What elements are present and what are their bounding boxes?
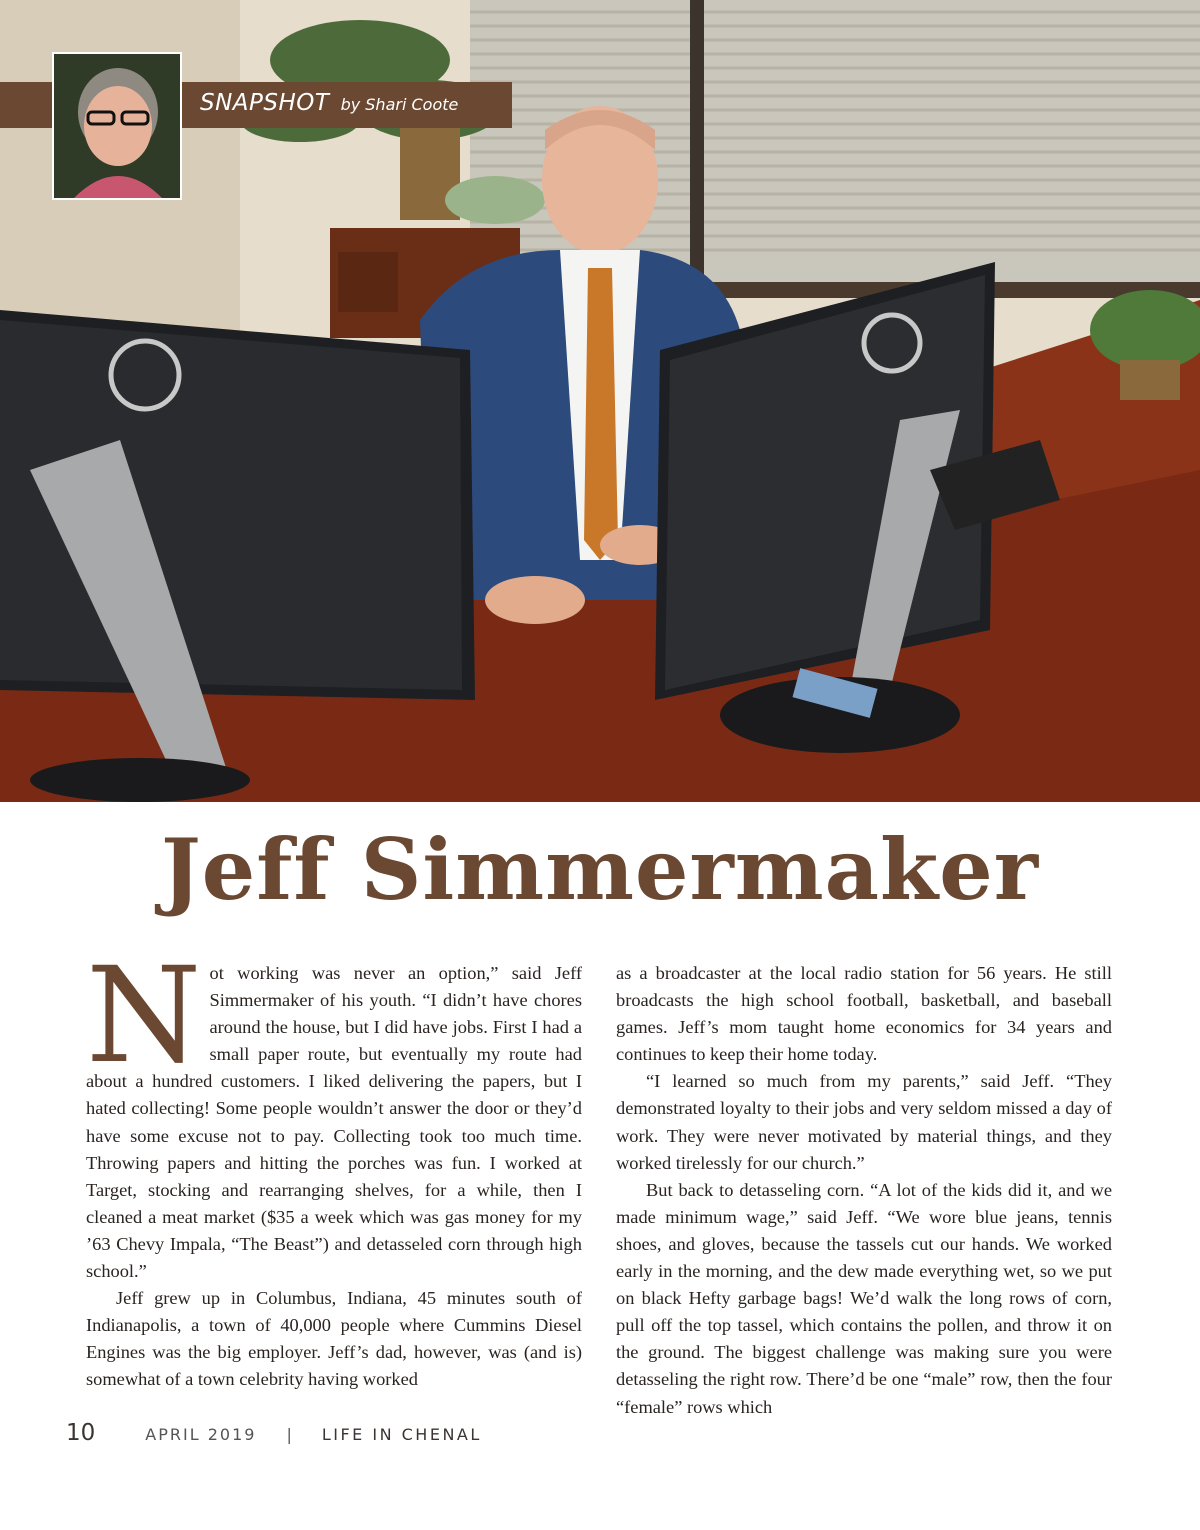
section-heading xyxy=(200,90,458,116)
article-title: Jeff Simmermaker xyxy=(161,820,1039,919)
article-column-left xyxy=(86,939,582,1394)
drop-cap: N xyxy=(86,939,202,1093)
author-headshot-illustration xyxy=(54,54,180,198)
author-byline: by Shari Coote xyxy=(340,95,459,114)
paragraph-text: ot working was never an option,” said Jeff Simmermaker of his youth. “I didn’t have chores around the house, but I did have jobs. First I had a small paper route, but eventually my route had about a hundred customers. I liked delivering the papers, but I hated collecting! Some people wouldn’t answer the door or they’d have some excuse not to pay. Collecting took too much time. Throwing papers and hitting the porches was fun. I worked at Target, stocking and rearranging shelves, for a while, then I cleaned a meat market ($35 a week which was gas money for my ’63 Chevy Impala, “The Beast”) and detasseled corn through high school.” xyxy=(86,963,582,1282)
page-footer xyxy=(66,1420,482,1450)
article-paragraph xyxy=(86,939,582,1285)
article-column-right xyxy=(616,960,1112,1421)
author-headshot xyxy=(52,52,182,200)
article-paragraph: as a broadcaster at the local radio station for 56 years. He still broadcasts the high school football, basketball, and baseball games. Jeff’s mom taught home economics for 34 years and continues to keep their home today. xyxy=(616,963,1112,1065)
section-label: SNAPSHOT xyxy=(200,90,330,116)
footer-separator: | xyxy=(286,1425,292,1444)
article-paragraph: But back to detasseling corn. “A lot of the kids did it, and we made minimum wage,” said Jeff. “We wore blue jeans, tennis shoes, and gloves, because the tassels cut our hands. We worked early in the morning, and the dew made everything wet, so we put on black Hefty garbage bags! We’d walk the long rows of corn, pull off the top tassel, which contains the pollen, and throw it on the ground. The biggest challenge was making sure you were detasseling the right row. There’d be one “male” row, then the four “female” rows which xyxy=(616,1179,1112,1417)
article-paragraph: Jeff grew up in Columbus, Indiana, 45 minutes south of Indianapolis, a town of 40,000 people where Cummins Diesel Engines was the big employer. Jeff’s dad, however, was (and is) somewhat of a town celebrity having worked xyxy=(86,1288,582,1390)
publication-name: LIFE IN CHENAL xyxy=(321,1425,482,1444)
article-paragraph: “I learned so much from my parents,” said Jeff. “They demonstrated loyalty to their jobs and very seldom missed a day of work. They were never motivated by material things, and they worked tirelessly for our church.” xyxy=(616,1071,1112,1173)
page-number: 10 xyxy=(66,1420,96,1446)
issue-date: APRIL 2019 xyxy=(145,1425,257,1444)
